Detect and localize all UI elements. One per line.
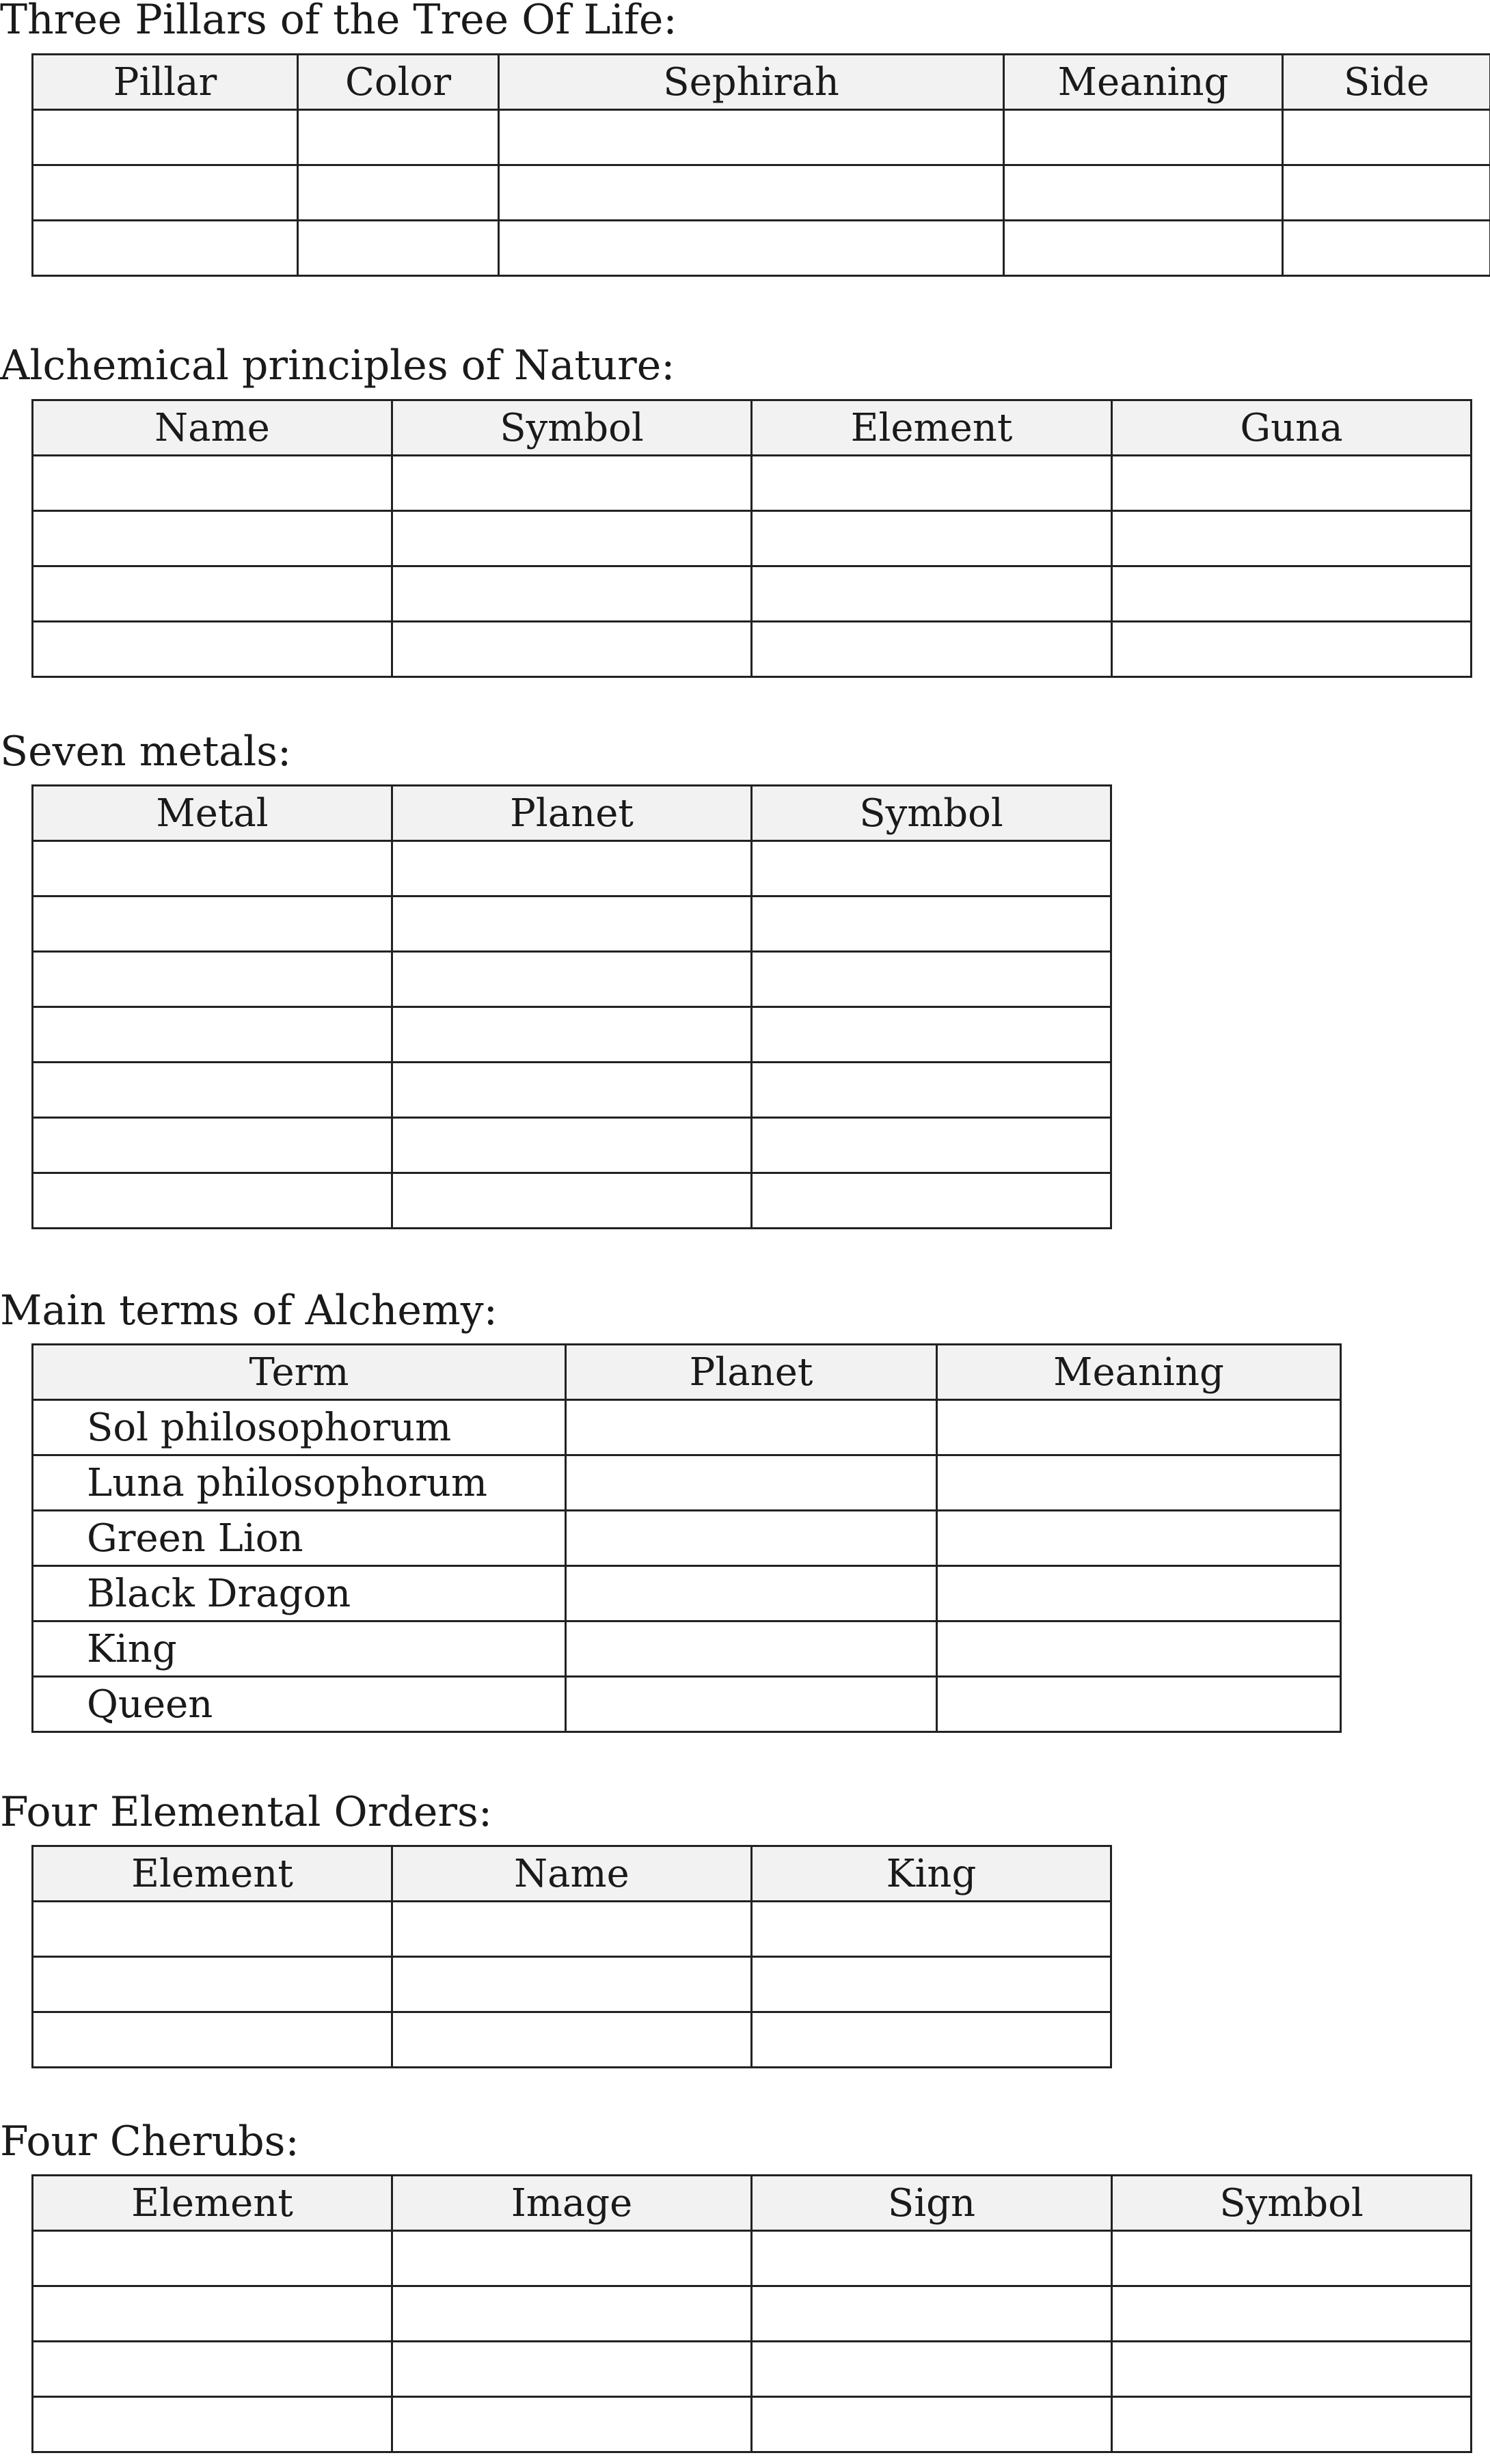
blank-cell[interactable] — [752, 1063, 1111, 1118]
column-header-side: Side — [1283, 55, 1490, 110]
blank-cell[interactable] — [1112, 511, 1472, 566]
blank-cell[interactable] — [392, 1118, 752, 1173]
term-cell: Black Dragon — [33, 1566, 566, 1621]
table-row — [33, 2012, 1111, 2068]
blank-cell[interactable] — [33, 1173, 392, 1229]
table-header-row — [33, 400, 1472, 456]
blank-cell[interactable] — [566, 1677, 937, 1732]
blank-cell[interactable] — [392, 1173, 752, 1229]
blank-cell[interactable] — [937, 1455, 1341, 1511]
blank-cell[interactable] — [33, 2231, 392, 2286]
blank-cell[interactable] — [566, 1511, 937, 1566]
table-row — [33, 1400, 1341, 1455]
blank-cell[interactable] — [1112, 2397, 1472, 2452]
blank-cell[interactable] — [752, 456, 1112, 511]
column-header-king: King — [752, 1846, 1111, 1902]
blank-cell[interactable] — [392, 841, 752, 896]
blank-cell[interactable] — [392, 1063, 752, 1118]
blank-cell[interactable] — [392, 622, 752, 677]
blank-cell[interactable] — [499, 165, 1004, 221]
blank-cell[interactable] — [33, 1007, 392, 1063]
blank-cell[interactable] — [33, 2286, 392, 2342]
table-row — [33, 110, 1490, 165]
blank-cell[interactable] — [752, 1902, 1111, 1957]
principles-table — [31, 399, 1472, 678]
term-cell: King — [33, 1621, 566, 1677]
column-header-meaning: Meaning — [937, 1345, 1341, 1400]
table-header-row — [33, 2176, 1472, 2231]
blank-cell[interactable] — [752, 2397, 1112, 2452]
blank-cell[interactable] — [752, 841, 1111, 896]
blank-cell[interactable] — [33, 2012, 392, 2068]
table-row — [33, 952, 1111, 1007]
term-cell: Green Lion — [33, 1511, 566, 1566]
blank-cell[interactable] — [752, 2012, 1111, 2068]
table-header-row — [33, 1846, 1111, 1902]
column-header-meaning: Meaning — [1004, 55, 1283, 110]
blank-cell[interactable] — [752, 622, 1112, 677]
blank-cell[interactable] — [33, 110, 298, 165]
column-header-element: Element — [33, 2176, 392, 2231]
table-row — [33, 1173, 1111, 1229]
table-row — [33, 1957, 1111, 2012]
blank-cell[interactable] — [33, 841, 392, 896]
blank-cell[interactable] — [298, 221, 499, 276]
blank-cell[interactable] — [392, 2286, 752, 2342]
blank-cell[interactable] — [1112, 2342, 1472, 2397]
table-header-row — [33, 55, 1490, 110]
table-row — [33, 1902, 1111, 1957]
table-row — [33, 1007, 1111, 1063]
blank-cell[interactable] — [33, 622, 392, 677]
table-header-row — [33, 1345, 1341, 1400]
column-header-color: Color — [298, 55, 499, 110]
column-header-image: Image — [392, 2176, 752, 2231]
blank-cell[interactable] — [566, 1400, 937, 1455]
column-header-sephirah: Sephirah — [499, 55, 1004, 110]
blank-cell[interactable] — [33, 2342, 392, 2397]
section-title-principles: Alchemical principles of Nature: — [0, 342, 675, 389]
blank-cell[interactable] — [1283, 110, 1490, 165]
column-header-sign: Sign — [752, 2176, 1112, 2231]
column-header-planet: Planet — [566, 1345, 937, 1400]
table-row — [33, 221, 1490, 276]
table-row — [33, 896, 1111, 952]
blank-cell[interactable] — [752, 1118, 1111, 1173]
blank-cell[interactable] — [33, 456, 392, 511]
table-row — [33, 1677, 1341, 1732]
blank-cell[interactable] — [1004, 110, 1283, 165]
blank-cell[interactable] — [752, 1957, 1111, 2012]
blank-cell[interactable] — [1004, 165, 1283, 221]
blank-cell[interactable] — [33, 511, 392, 566]
table-row — [33, 456, 1472, 511]
blank-cell[interactable] — [752, 566, 1112, 622]
blank-cell[interactable] — [752, 896, 1111, 952]
blank-cell[interactable] — [33, 1063, 392, 1118]
blank-cell[interactable] — [752, 1007, 1111, 1063]
blank-cell[interactable] — [392, 1007, 752, 1063]
blank-cell[interactable] — [937, 1566, 1341, 1621]
blank-cell[interactable] — [33, 2397, 392, 2452]
blank-cell[interactable] — [33, 1902, 392, 1957]
blank-cell[interactable] — [1112, 456, 1472, 511]
blank-cell[interactable] — [499, 221, 1004, 276]
blank-cell[interactable] — [392, 952, 752, 1007]
column-header-symbol: Symbol — [1112, 2176, 1472, 2231]
table-row — [33, 1118, 1111, 1173]
section-title-orders: Four Elemental Orders: — [0, 1788, 493, 1836]
column-header-element: Element — [33, 1846, 392, 1902]
blank-cell[interactable] — [392, 1902, 752, 1957]
blank-cell[interactable] — [1283, 221, 1490, 276]
column-header-planet: Planet — [392, 786, 752, 841]
section-title-pillars: Three Pillars of the Tree Of Life: — [0, 0, 677, 44]
blank-cell[interactable] — [1112, 622, 1472, 677]
column-header-guna: Guna — [1112, 400, 1472, 456]
blank-cell[interactable] — [752, 2342, 1112, 2397]
blank-cell[interactable] — [1112, 2286, 1472, 2342]
blank-cell[interactable] — [392, 2231, 752, 2286]
table-row — [33, 1511, 1341, 1566]
blank-cell[interactable] — [937, 1511, 1341, 1566]
table-row — [33, 2286, 1472, 2342]
blank-cell[interactable] — [752, 1173, 1111, 1229]
blank-cell[interactable] — [752, 511, 1112, 566]
blank-cell[interactable] — [33, 165, 298, 221]
blank-cell[interactable] — [392, 2397, 752, 2452]
terms-table — [31, 1343, 1342, 1733]
blank-cell[interactable] — [33, 1957, 392, 2012]
blank-cell[interactable] — [1283, 165, 1490, 221]
table-row — [33, 2342, 1472, 2397]
table-row — [33, 511, 1472, 566]
blank-cell[interactable] — [392, 566, 752, 622]
table-row — [33, 165, 1490, 221]
blank-cell[interactable] — [33, 1118, 392, 1173]
blank-cell[interactable] — [752, 2286, 1112, 2342]
blank-cell[interactable] — [392, 456, 752, 511]
blank-cell[interactable] — [298, 110, 499, 165]
blank-cell[interactable] — [499, 110, 1004, 165]
blank-cell[interactable] — [33, 896, 392, 952]
term-cell: Sol philosophorum — [33, 1400, 566, 1455]
table-row — [33, 2231, 1472, 2286]
cherubs-table — [31, 2174, 1472, 2453]
table-row — [33, 1621, 1341, 1677]
blank-cell[interactable] — [392, 896, 752, 952]
column-header-symbol: Symbol — [752, 786, 1111, 841]
table-row — [33, 841, 1111, 896]
column-header-symbol: Symbol — [392, 400, 752, 456]
blank-cell[interactable] — [937, 1621, 1341, 1677]
column-header-metal: Metal — [33, 786, 392, 841]
column-header-name: Name — [392, 1846, 752, 1902]
table-row — [33, 1063, 1111, 1118]
term-cell: Luna philosophorum — [33, 1455, 566, 1511]
blank-cell[interactable] — [392, 2012, 752, 2068]
blank-cell[interactable] — [33, 221, 298, 276]
blank-cell[interactable] — [392, 2342, 752, 2397]
blank-cell[interactable] — [937, 1400, 1341, 1455]
blank-cell[interactable] — [1112, 566, 1472, 622]
section-title-metals: Seven metals: — [0, 728, 292, 776]
column-header-name: Name — [33, 400, 392, 456]
term-cell: Queen — [33, 1677, 566, 1732]
table-row — [33, 1455, 1341, 1511]
table-header-row — [33, 786, 1111, 841]
blank-cell[interactable] — [566, 1621, 937, 1677]
section-title-terms: Main terms of Alchemy: — [0, 1287, 498, 1334]
metals-table — [31, 784, 1112, 1229]
table-row — [33, 1566, 1341, 1621]
pillars-table — [31, 53, 1490, 277]
column-header-element: Element — [752, 400, 1112, 456]
blank-cell[interactable] — [1112, 2231, 1472, 2286]
blank-cell[interactable] — [33, 566, 392, 622]
blank-cell[interactable] — [566, 1455, 937, 1511]
table-row — [33, 622, 1472, 677]
orders-table — [31, 1845, 1112, 2068]
blank-cell[interactable] — [937, 1677, 1341, 1732]
blank-cell[interactable] — [33, 952, 392, 1007]
column-header-pillar: Pillar — [33, 55, 298, 110]
blank-cell[interactable] — [392, 1957, 752, 2012]
section-title-cherubs: Four Cherubs: — [0, 2118, 299, 2165]
column-header-term: Term — [33, 1345, 566, 1400]
blank-cell[interactable] — [1004, 221, 1283, 276]
blank-cell[interactable] — [752, 952, 1111, 1007]
table-row — [33, 566, 1472, 622]
blank-cell[interactable] — [566, 1566, 937, 1621]
table-row — [33, 2397, 1472, 2452]
blank-cell[interactable] — [392, 511, 752, 566]
blank-cell[interactable] — [752, 2231, 1112, 2286]
blank-cell[interactable] — [298, 165, 499, 221]
